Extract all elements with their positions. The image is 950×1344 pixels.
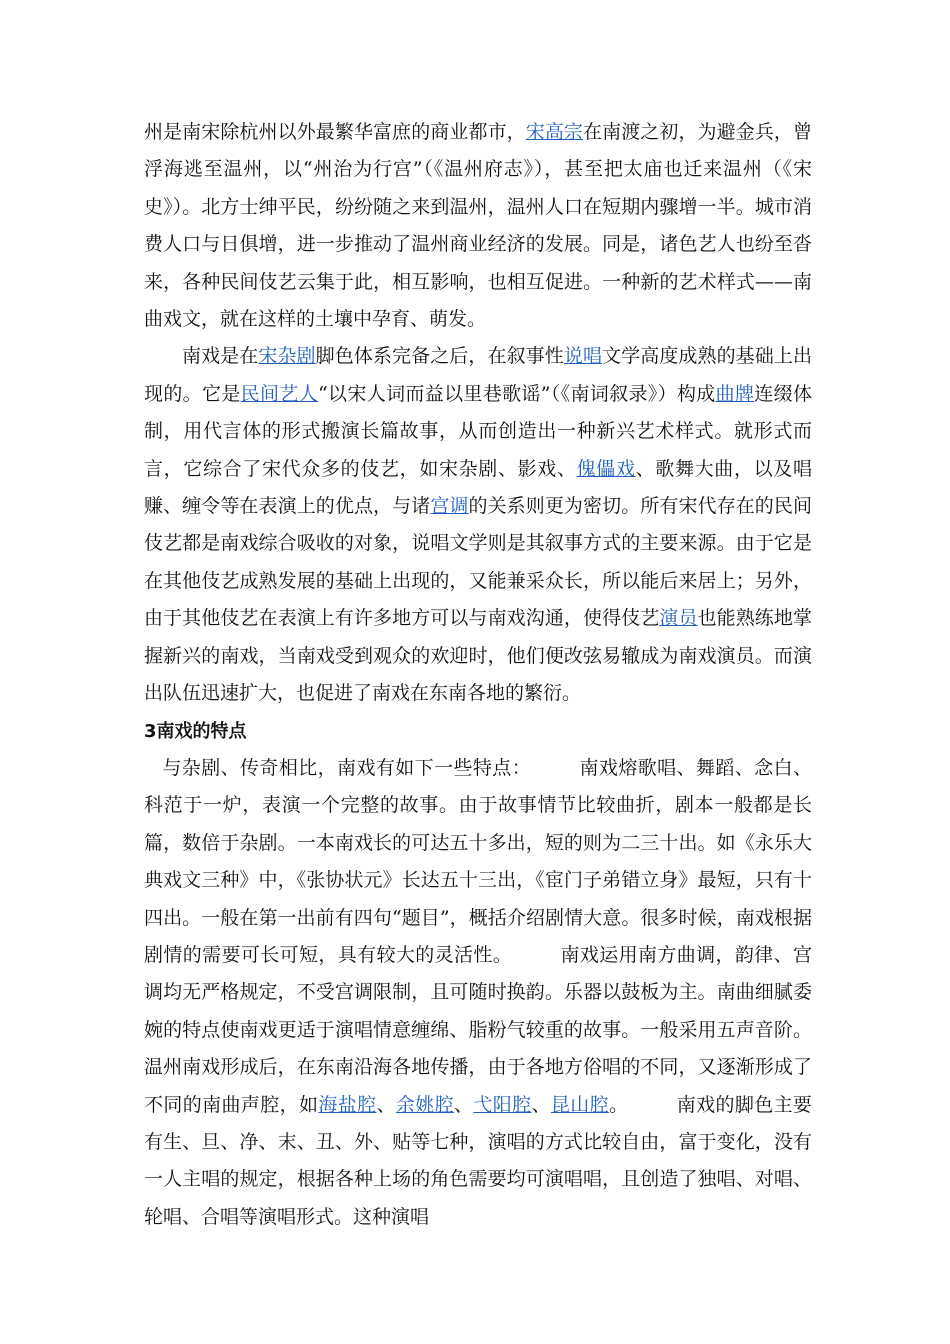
link-actor[interactable]: 演员 [659, 607, 698, 630]
text-run: 州是南宋除杭州以外最繁华富庶的商业都市， [144, 121, 526, 143]
text-run: 脚色体系完备之后，在叙事性 [315, 345, 564, 368]
link-folk-artist[interactable]: 民间艺人 [240, 382, 319, 405]
link-song-gaozong[interactable]: 宋高宗 [525, 121, 584, 143]
link-kunshan-qiang[interactable]: 昆山腔 [550, 1093, 609, 1116]
paragraph-characteristics [144, 750, 812, 1236]
link-gongdiao[interactable]: 宫调 [430, 495, 469, 518]
paragraph-origin [144, 338, 812, 712]
text-run: 南戏熔歌唱、舞蹈、念白、科范于一炉，表演一个完整的故事。由于故事情节比较曲折，剧本一般都是长篇，数倍于杂剧。一本南戏长的可达五十多出，短的则为二三十出。如《永乐大典戏文三种》中，《张协状元》长达五十三出，《宦门子弟错立身》最短，只有十四出。一般在第一出前有四句“题目”，概括介绍剧情大意。很多时候，南戏根据剧情的需要可长可短，具有较大的灵活性。 [144, 756, 812, 966]
link-shuochang[interactable]: 说唱 [563, 345, 603, 368]
text-run: 、歌舞大曲，以及唱赚、缠令等在表演上的优点，与诸 [144, 457, 812, 518]
text-run: 、 [376, 1093, 396, 1116]
text-run: 南戏的脚色主要有生、旦、净、末、丑、外、贴等七种，演唱的方式比较自由，富于变化，没有一人主唱的规定，根据各种上场的角色需要均可演唱唱，且创造了独唱、对唱、轮唱、合唱等演唱形式。这种演唱 [144, 1093, 812, 1228]
link-song-zaju[interactable]: 宋杂剧 [258, 345, 316, 368]
text-run: 、 [531, 1093, 551, 1116]
text-run: 的关系则更为密切。所有宋代存在的民间伎艺都是南戏综合吸收的对象，说唱文学则是其叙事方式的主要来源。由于它是在其他伎艺成熟发展的基础上出现的，又能兼采众长，所以能后来居上；另外，由于其他伎艺在表演上有许多地方可以与南戏沟通，使得伎艺 [144, 495, 812, 630]
text-run: 南戏运用南方曲调，韵律、宫调均无严格规定，不受宫调限制，且可随时换韵。乐器以鼓板为主。南曲细腻委婉的特点使南戏更适于演唱情意缠绵、脂粉气较重的故事。一般采用五声音阶。温州南戏形成后，在东南沿海各地传播，由于各地方俗唱的不同，又逐渐形成了不同的南曲声腔，如 [144, 943, 812, 1116]
link-qupai[interactable]: 曲牌 [715, 382, 755, 405]
text-run: 连缀体制，用代言体的形式搬演长篇故事，从而创造出一种新兴艺术样式。就形式而言，它综合了宋代众多的伎艺，如宋杂剧、影戏、 [144, 382, 812, 480]
text-run: 文学高度成熟的基础上出现的。它是 [144, 345, 812, 405]
text-run: 。 [608, 1093, 629, 1116]
text-run: 与杂剧、传奇相比，南戏有如下一些特点： [162, 756, 532, 779]
text-run: 南戏是在 [182, 345, 259, 368]
text-run: 在南渡之初，为避金兵，曾浮海逃至温州，以“州治为行宫”（《温州府志》），甚至把太庙也迁来温州（《宋史》）。北方士绅平民，纷纷随之来到温州，温州人口在短期内骤增一半。城市消费人口与日俱增，进一步推动了温州商业经济的发展。同是，诸色艺人也纷至沓来，各种民间伎艺云集于此，相互影响，也相互促进。一种新的艺术样式——南曲戏文，就在这样的土壤中孕育、萌发。 [144, 121, 812, 331]
link-haiyan-qiang[interactable]: 海盐腔 [318, 1093, 377, 1116]
link-yuyao-qiang[interactable]: 余姚腔 [395, 1093, 454, 1116]
paragraph-wenzhou [144, 114, 812, 338]
link-puppet-show[interactable]: 傀儡戏 [576, 457, 636, 480]
text-run: 也能熟练地掌握新兴的南戏，当南戏受到观众的欢迎时，他们便改弦易辙成为南戏演员。而演出队伍迅速扩大，也促进了南戏在东南各地的繁衍。 [144, 607, 812, 705]
text-run: “以宋人词而益以里巷歌谣”（《南词叙录》）构成 [318, 382, 716, 405]
link-yiyang-qiang[interactable]: 弋阳腔 [473, 1093, 532, 1116]
section-heading: 3南戏的特点 [144, 720, 247, 742]
text-run: 、 [453, 1093, 474, 1116]
